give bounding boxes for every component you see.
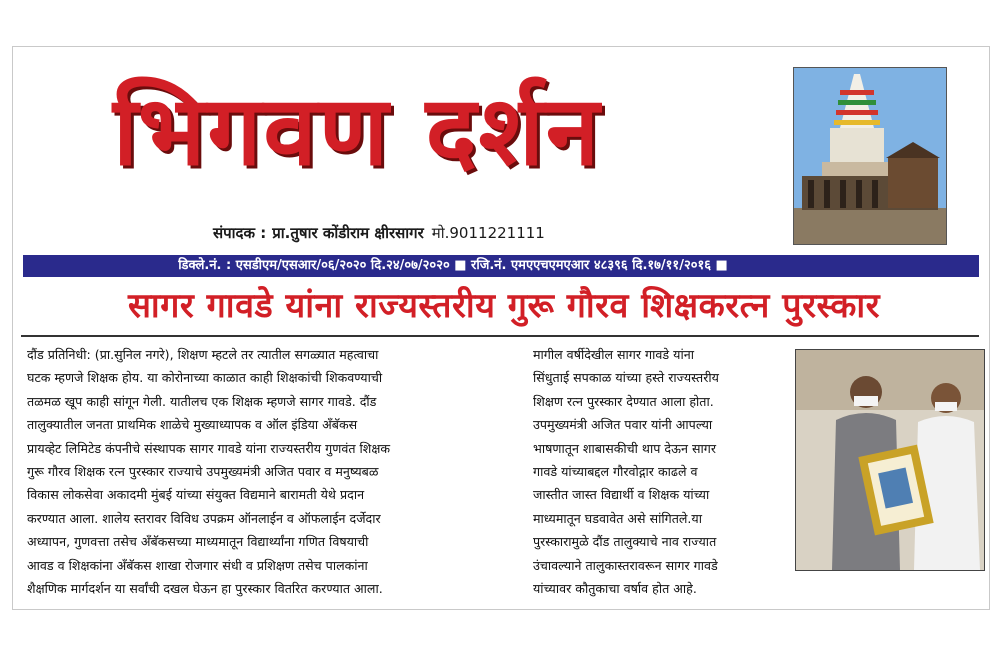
article-line: तळमळ खूप काही सांगून गेली. यातीलच एक शिक्षक म्हणजे सागर गावडे. दौंड bbox=[27, 393, 377, 409]
registration-bar-end bbox=[883, 255, 979, 277]
article-column-2 bbox=[533, 343, 785, 600]
article-line: जास्तीत जास्त विद्यार्थी व शिक्षक यांच्या bbox=[533, 487, 710, 503]
editor-label: संपादक : bbox=[213, 224, 267, 242]
article-line: अध्यापन, गुणवत्ता तसेच अँबॅकसच्या माध्यमातून विद्यार्थ्यांना गणित विषयाची bbox=[27, 534, 369, 550]
article-line: यांच्यावर कौतुकाचा वर्षाव होत आहे. bbox=[533, 581, 697, 597]
article-line: शिक्षण रत्न पुरस्कार देण्यात आला होता. bbox=[533, 393, 714, 409]
article-line: माध्यमातून घडवावेत असे सांगितले.या bbox=[533, 510, 702, 526]
registration-bar: डिक्ले.नं. : एसडीएम/एसआर/०६/२०२० दि.२४/०७/२०२० ■ रजि.नं. एमएएचएमएआर ४८३९६ दि.१७/११/२०१६ ■ bbox=[23, 255, 883, 277]
newspaper-masthead: भिगवण दर्शन bbox=[113, 74, 602, 187]
article-line: तालुक्यातील जनता प्राथमिक शाळेचे मुख्याध्यापक व ऑल इंडिया अँबॅकस bbox=[27, 417, 358, 433]
article-line: घटक म्हणजे शिक्षक होय. या कोरोनाच्या काळात काही शिक्षकांची शिकवण्याची bbox=[27, 370, 383, 386]
article-line: आवड व शिक्षकांना अँबॅकस शाखा रोजगार संधी व प्रशिक्षण तसेच पालकांना bbox=[27, 557, 368, 573]
article-line: गुरू गौरव शिक्षक रत्न पुरस्कार राज्याचे उपमुख्यमंत्री अजित पवार व मनुष्यबळ bbox=[27, 464, 379, 480]
article-line: गावडे यांच्याबद्दल गौरवोद्गार काढले व bbox=[533, 464, 698, 480]
article-line: उंचावल्याने तालुकास्तरावरून सागर गावडे bbox=[533, 557, 718, 573]
editor-name: प्रा.तुषार कोंडीराम क्षीरसागर bbox=[272, 224, 424, 242]
article-line: विकास लोकसेवा अकादमी मुंबई यांच्या संयुक्त विद्यमाने बारामती येथे प्रदान bbox=[27, 487, 365, 503]
article-line: शैक्षणिक मार्गदर्शन या सर्वांची दखल घेऊन हा पुरस्कार वितरित करण्यात आला. bbox=[27, 581, 383, 597]
article-line: मागील वर्षीदेखील सागर गावडे यांना bbox=[533, 347, 694, 362]
article-headline: सागर गावडे यांना राज्यस्तरीय गुरू गौरव शिक्षकरत्न पुरस्कार bbox=[127, 286, 881, 326]
headline-divider bbox=[21, 335, 979, 337]
temple-photo bbox=[793, 67, 947, 245]
article-line: पुरस्कारामुळे दौंड तालुक्याचे नाव राज्यात bbox=[533, 534, 717, 550]
article-line: भाषणातून शाबासकीची थाप देऊन सागर bbox=[533, 440, 716, 456]
newspaper-clipping bbox=[12, 46, 990, 610]
article-line: प्रायव्हेट लिमिटेड कंपनीचे संस्थापक सागर गावडे यांना राज्यस्तरीय गुणवंत शिक्षक bbox=[27, 440, 391, 456]
editor-phone: मो.9011221111 bbox=[431, 224, 545, 242]
article-line: उपमुख्यमंत्री अजित पवार यांनी आपल्या bbox=[533, 417, 713, 433]
award-ceremony-photo bbox=[795, 349, 985, 571]
editor-line bbox=[213, 223, 545, 243]
article-column-1 bbox=[27, 343, 527, 600]
article-line: सिंधुताई सपकाळ यांच्या हस्ते राज्यस्तरीय bbox=[533, 370, 719, 386]
article-line: दौंड प्रतिनिधी: (प्रा.सुनिल नगरे), शिक्षण म्हटले तर त्यातील सगळ्यात महत्वाचा bbox=[27, 347, 379, 362]
article-line: करण्यात आला. शालेय स्तरावर विविध उपक्रम ऑनलाईन व ऑफलाईन दर्जेदार bbox=[27, 510, 381, 526]
